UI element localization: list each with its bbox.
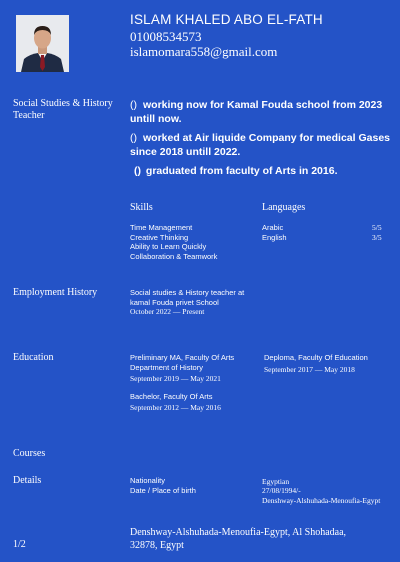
employment-title-line: Social studies & History teacher at bbox=[130, 288, 245, 297]
profile-bullet bbox=[130, 131, 392, 159]
education-degree: Deploma, Faculty Of Education bbox=[264, 353, 368, 362]
skill-item: Ability to Learn Quickly bbox=[130, 242, 207, 251]
education-degree: Preliminary MA, Faculty Of Arts bbox=[130, 353, 235, 362]
language-name: English bbox=[262, 232, 287, 242]
bullet-text: worked at Air liquide Company for medical Gases since 2018 untill 2022. bbox=[130, 132, 391, 158]
employment-dates: October 2022 — Present bbox=[130, 307, 205, 316]
courses-label: Courses bbox=[13, 448, 46, 459]
employment-title-line: kamal Fouda privet School bbox=[130, 297, 219, 307]
phone-number: 01008534573 bbox=[130, 29, 202, 44]
nationality-value: Egyptian bbox=[262, 477, 290, 486]
education-dates: September 2012 — May 2016 bbox=[130, 403, 221, 412]
language-name: Arabic bbox=[262, 223, 284, 232]
address-line: Denshway-Alshuhada-Menoufia-Egypt, Al Shohadaa, bbox=[130, 527, 347, 538]
profile-bullet bbox=[130, 98, 392, 126]
bullet-mark: () bbox=[130, 132, 137, 144]
birth-place: Denshway-Alshuhada-Menoufia-Egypt bbox=[262, 495, 381, 505]
page-number: 1/2 bbox=[13, 539, 26, 550]
language-level: 5/5 bbox=[372, 223, 382, 232]
skill-item: Collaboration & Teamwork bbox=[130, 251, 218, 261]
skill-item: Creative Thinking bbox=[130, 232, 189, 242]
birth-date: 27/08/1994/- bbox=[262, 486, 301, 495]
education-department: Department of History bbox=[130, 362, 203, 372]
education-label: Education bbox=[13, 352, 54, 363]
education-dates: September 2019 — May 2021 bbox=[130, 374, 221, 383]
bullet-text: graduated from faculty of Arts in 2016. bbox=[145, 165, 338, 177]
profile-photo bbox=[16, 15, 69, 72]
profile-bullet bbox=[134, 164, 392, 178]
skills-heading: Skills bbox=[130, 202, 153, 213]
education-entry bbox=[130, 353, 260, 372]
nationality-label: Nationality bbox=[130, 476, 166, 485]
education-dates: September 2017 — May 2018 bbox=[264, 365, 355, 374]
employment-label: Employment History bbox=[13, 287, 98, 298]
bullet-text: working now for Kamal Fouda school from 2023 untill now. bbox=[130, 99, 383, 125]
skills-list bbox=[130, 223, 255, 261]
education-degree: Bachelor, Faculty Of Arts bbox=[130, 392, 213, 401]
birth-label: Date / Place of birth bbox=[130, 486, 196, 495]
profile-title: Social Studies & History Teacher bbox=[13, 98, 113, 121]
skill-item: Time Management bbox=[130, 223, 193, 232]
bullet-mark: () bbox=[130, 99, 137, 111]
employment-title bbox=[130, 288, 270, 307]
address-line: 32878, Egypt bbox=[130, 540, 184, 551]
languages-heading: Languages bbox=[262, 202, 306, 213]
language-level: 3/5 bbox=[372, 232, 382, 242]
address bbox=[130, 526, 395, 552]
details-label: Details bbox=[13, 475, 42, 486]
candidate-name: ISLAM KHALED ABO EL-FATH bbox=[130, 12, 323, 27]
email-address: islamomara558@gmail.com bbox=[130, 44, 278, 59]
bullet-mark: () bbox=[134, 165, 141, 177]
